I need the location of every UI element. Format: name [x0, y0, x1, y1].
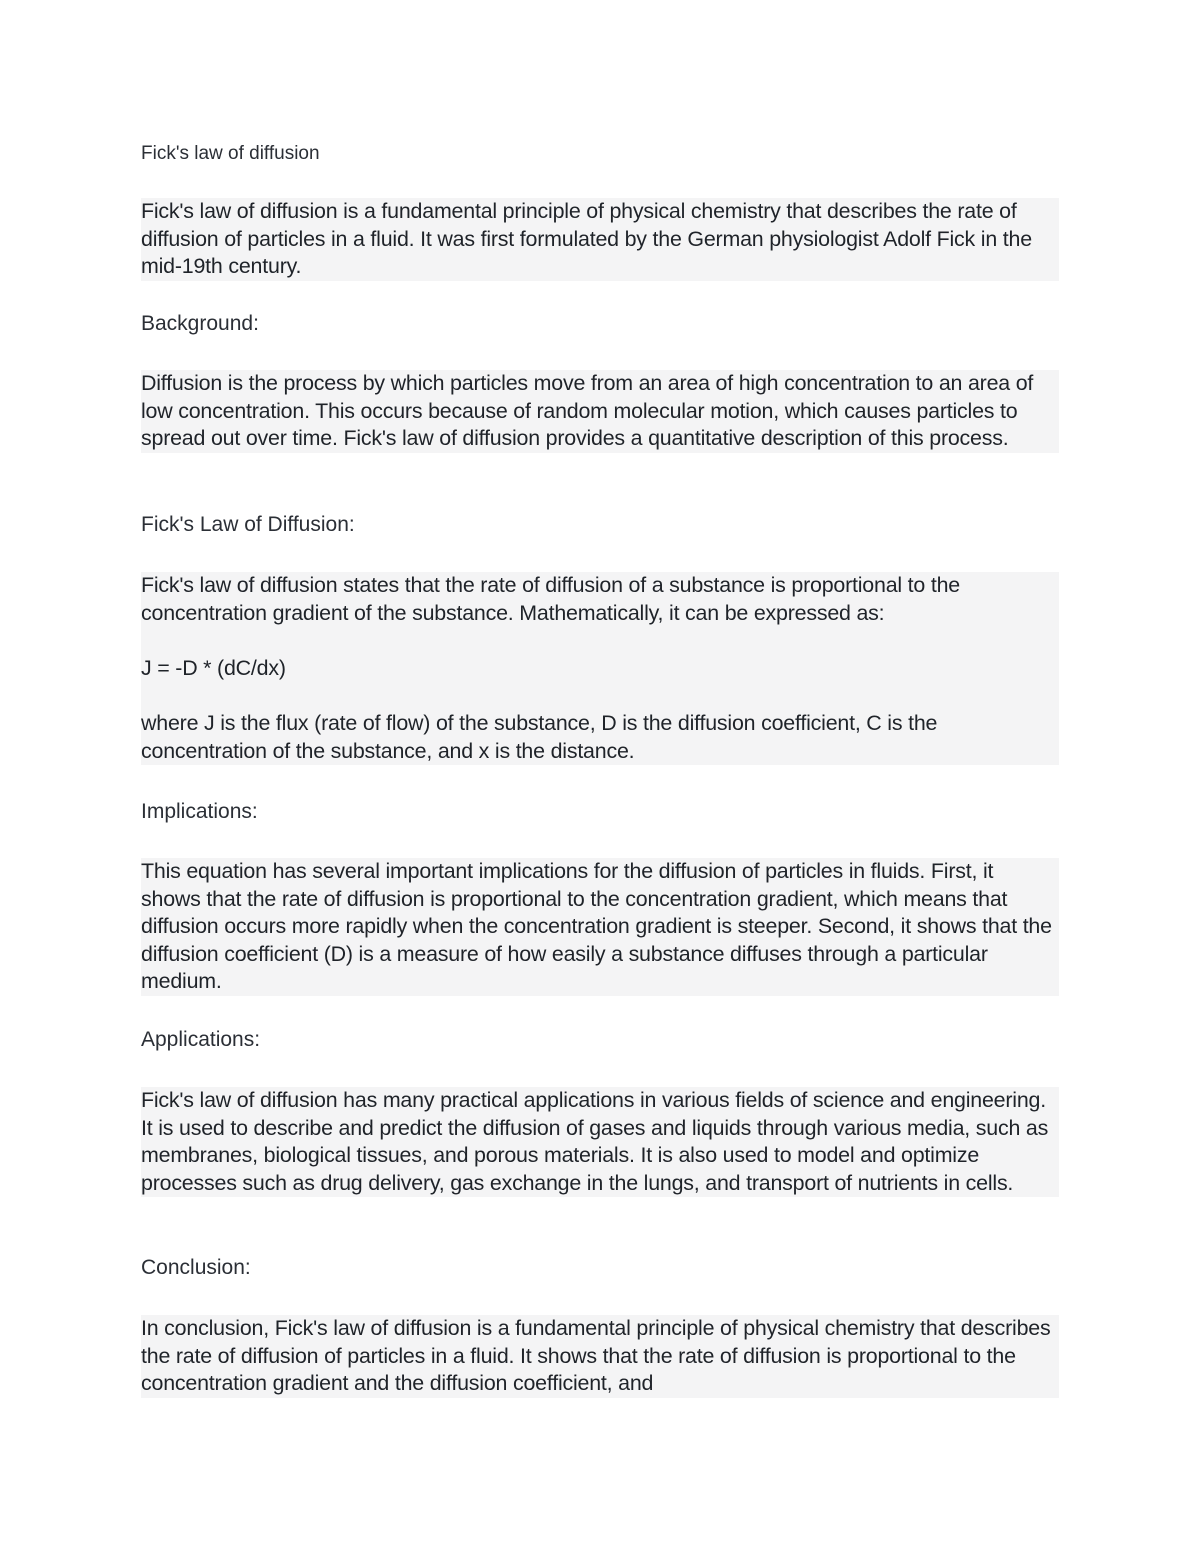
implications-heading: Implications:: [141, 800, 258, 823]
background-heading: Background:: [141, 312, 259, 335]
equation: J = -D * (dC/dx): [141, 655, 286, 680]
ficks-law-heading: Fick's Law of Diffusion:: [141, 513, 355, 536]
intro-block: [141, 198, 1059, 281]
ficks-law-paragraph: Fick's law of diffusion states that the rate of diffusion of a substance is proportional to the concentration gradient of the substance. Mathematically, it can be expressed as:: [141, 573, 961, 625]
applications-block: [141, 1087, 1059, 1197]
conclusion-block: [141, 1315, 1059, 1398]
document-title: Fick's law of diffusion: [141, 143, 320, 164]
conclusion-paragraph: In conclusion, Fick's law of diffusion is a fundamental principle of physical chemistry that describes the rate of diffusion of particles in a fluid. It shows that the rate of diffusion is proportional to the concentration gradient and the diffusion coefficient, and: [141, 1316, 1051, 1396]
background-paragraph: Diffusion is the process by which particles move from an area of high concentration to an area of low concentration. This occurs because of random molecular motion, which causes particles to spread out over time. Fick's law of diffusion provides a quantitative description of this process.: [141, 371, 1034, 451]
applications-paragraph: Fick's law of diffusion has many practical applications in various fields of science and engineering. It is used to describe and predict the diffusion of gases and liquids through various media, such as membranes, biological tissues, and porous materials. It is also used to model and optimize processes such as drug delivery, gas exchange in the lungs, and transport of nutrients in cells.: [141, 1088, 1049, 1195]
implications-paragraph: This equation has several important implications for the diffusion of particles in fluids. First, it shows that the rate of diffusion is proportional to the concentration gradient, which means that diffusion occurs more rapidly when the concentration gradient is steeper. Second, it shows that the diffusion coefficient (D) is a measure of how easily a substance diffuses through a particular medium.: [141, 859, 1052, 994]
background-block: [141, 370, 1059, 453]
ficks-law-block: [141, 572, 1059, 765]
applications-heading: Applications:: [141, 1028, 261, 1051]
conclusion-heading: Conclusion:: [141, 1256, 251, 1279]
intro-paragraph: Fick's law of diffusion is a fundamental principle of physical chemistry that describes the rate of diffusion of particles in a fluid. It was first formulated by the German physiologist Adolf Fick in the mid-19th century.: [141, 199, 1032, 279]
implications-block: [141, 858, 1059, 996]
equation-explanation: where J is the flux (rate of flow) of the substance, D is the diffusion coefficient, C is the concentration of the substance, and x is the distance.: [141, 710, 938, 763]
